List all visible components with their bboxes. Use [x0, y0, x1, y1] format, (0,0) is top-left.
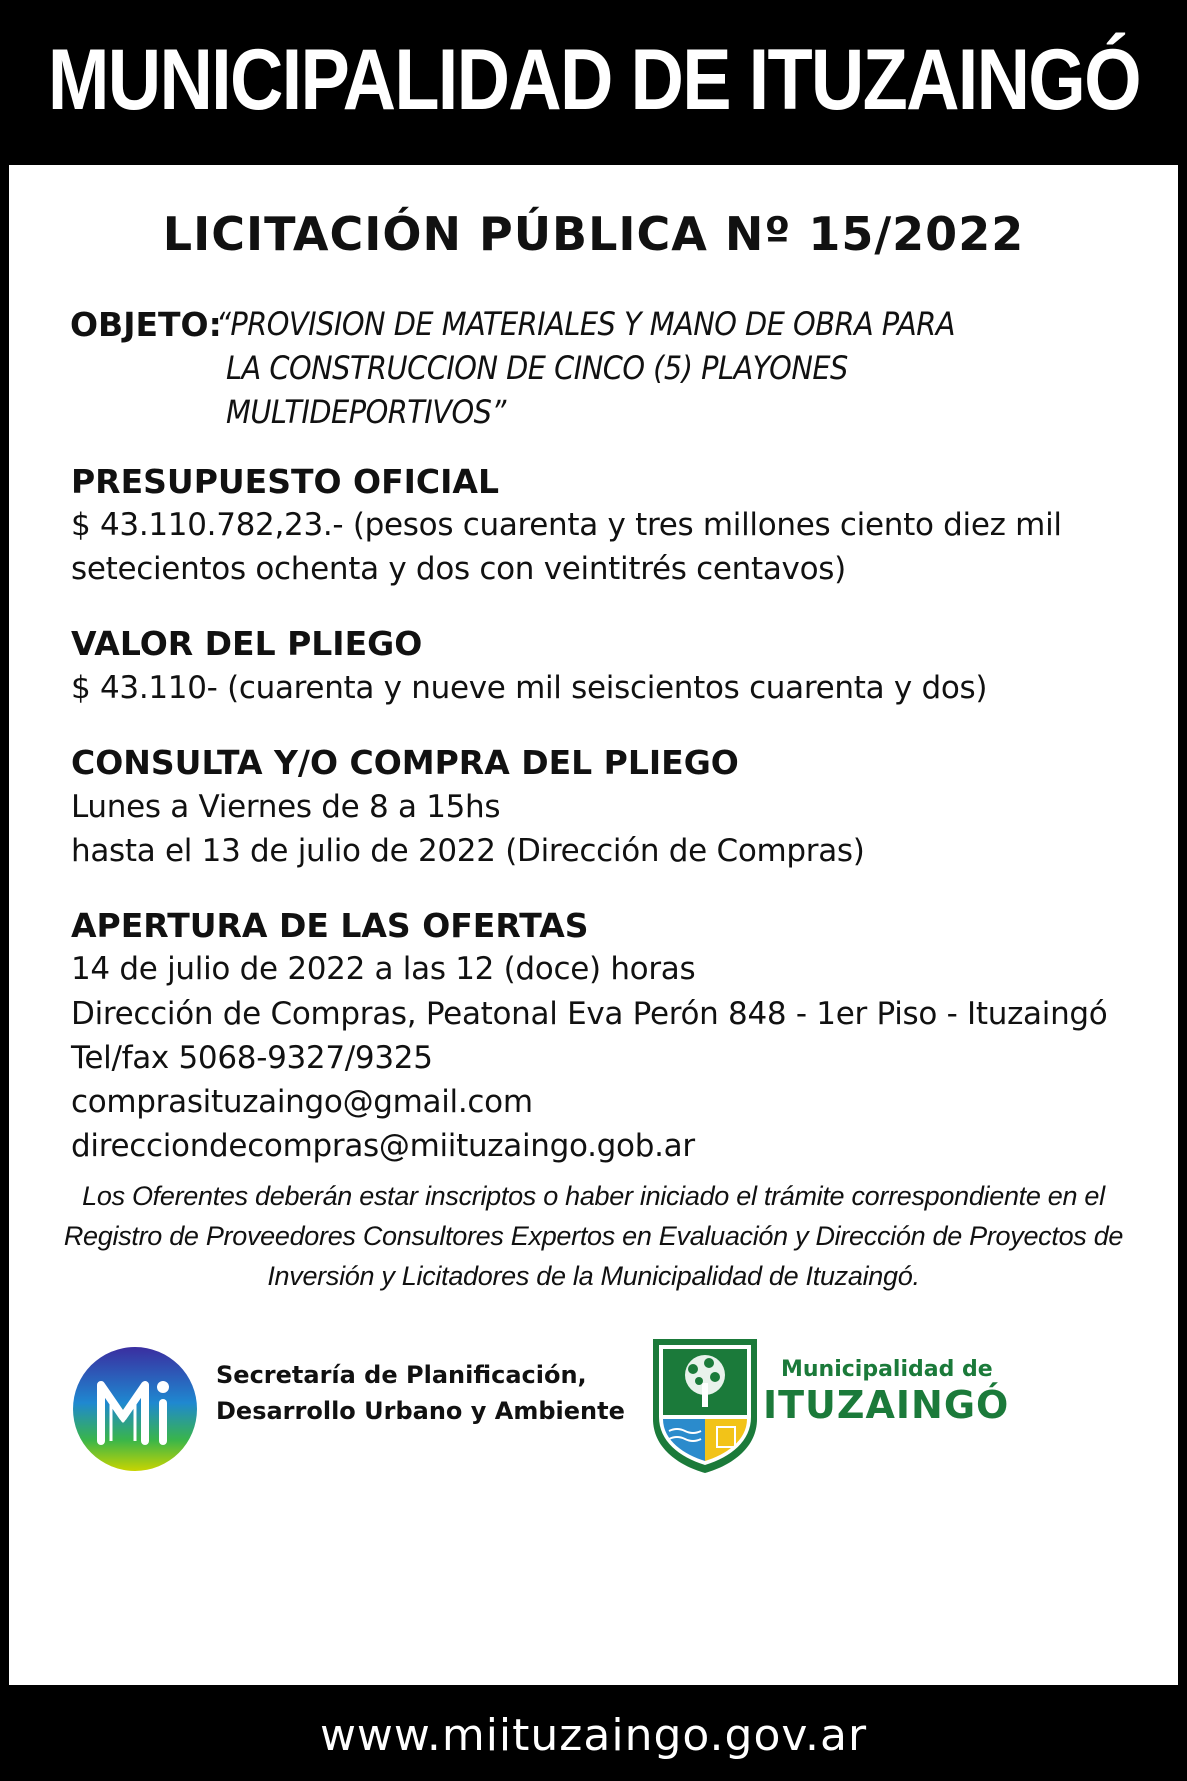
- apertura-line-3: Tel/fax 5068-9327/9325: [71, 1040, 433, 1076]
- objeto-line-1: “PROVISION DE MATERIALES Y MANO DE OBRA PARA: [216, 305, 955, 343]
- objeto-line-3: MULTIDEPORTIVOS”: [226, 393, 506, 431]
- note-line-2: Registro de Proveedores Consultores Expertos en Evaluación y Dirección de Proyectos de: [63, 1221, 1124, 1251]
- secretaria-text: [216, 1357, 625, 1429]
- consulta-title: CONSULTA Y/O COMPRA DEL PLIEGO: [71, 743, 739, 782]
- apertura-line-4: comprasituzaingo@gmail.com: [71, 1084, 533, 1120]
- note-line-1: Los Oferentes deberán estar inscriptos o haber iniciado el trámite correspondiente en el: [82, 1181, 1105, 1211]
- secretaria-line-2: Desarrollo Urbano y Ambiente: [216, 1397, 625, 1425]
- valor-line-1: $ 43.110- (cuarenta y nueve mil seiscientos cuarenta y dos): [71, 670, 988, 706]
- valor-title: VALOR DEL PLIEGO: [71, 624, 423, 663]
- note-line-3: Inversión y Licitadores de la Municipalidad de Ituzaingó.: [267, 1261, 920, 1291]
- footer-url[interactable]: www.miituzaingo.gov.ar: [319, 1710, 868, 1761]
- apertura-line-5: direcciondecompras@miituzaingo.gob.ar: [71, 1128, 695, 1164]
- objeto-label: OBJETO:: [70, 305, 222, 344]
- presupuesto-line-1: $ 43.110.782,23.- (pesos cuarenta y tres millones ciento diez mil: [71, 507, 1062, 543]
- consulta-line-1: Lunes a Viernes de 8 a 15hs: [71, 789, 501, 825]
- registration-note: [49, 1176, 1138, 1296]
- document-title: LICITACIÓN PÚBLICA Nº 15/2022: [162, 207, 1025, 261]
- apertura-line-1: 14 de julio de 2022 a las 12 (doce) horas: [71, 951, 696, 987]
- municipal-shield-icon: [649, 1335, 761, 1475]
- mi-logo-icon: [71, 1345, 199, 1473]
- footer-banner: [0, 1690, 1187, 1781]
- secretaria-line-1: Secretaría de Planificación,: [216, 1361, 587, 1389]
- header-title: MUNICIPALIDAD DE ITUZAINGÓ: [47, 31, 1140, 128]
- apertura-line-2: Dirección de Compras, Peatonal Eva Perón 848 - 1er Piso - Ituzaingó: [71, 996, 1108, 1032]
- presupuesto-line-2: setecientos ochenta y dos con veintitrés centavos): [71, 551, 846, 587]
- presupuesto-title: PRESUPUESTO OFICIAL: [71, 462, 499, 501]
- muni-big-text: ITUZAINGÓ: [763, 1383, 1010, 1427]
- content-panel: [9, 165, 1178, 1685]
- header-banner: [0, 0, 1187, 160]
- consulta-line-2: hasta el 13 de julio de 2022 (Dirección de Compras): [71, 833, 865, 869]
- apertura-title: APERTURA DE LAS OFERTAS: [71, 906, 589, 945]
- muni-small-text: Municipalidad de: [781, 1357, 993, 1382]
- objeto-line-2: LA CONSTRUCCION DE CINCO (5) PLAYONES: [226, 349, 848, 387]
